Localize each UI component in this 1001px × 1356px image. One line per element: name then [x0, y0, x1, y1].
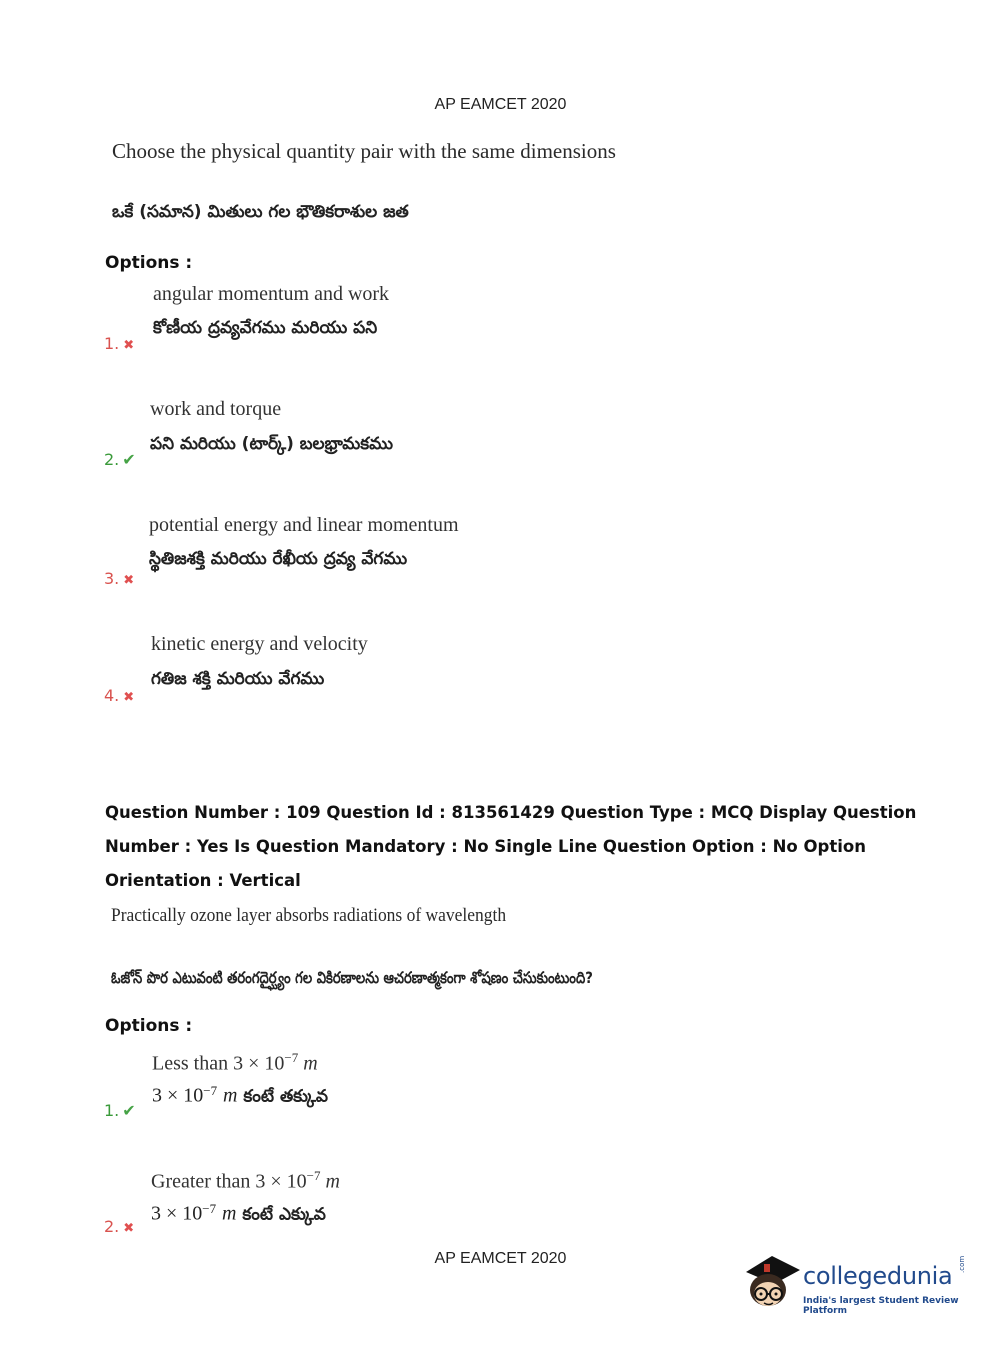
question-1-telugu: ఒకే (సమాన) మితులు గల భౌతికరాశుల జత [112, 202, 409, 222]
question-meta-line-1: Question Number : 109 Question Id : 813561429 Question Type : MCQ Display Question [105, 803, 917, 822]
cross-icon: ✖ [123, 573, 135, 588]
q1-option-4-english: kinetic energy and velocity [151, 633, 368, 655]
q1-option-2-telugu: పని మరియు (టార్క్) బలభ్రామకము [150, 434, 394, 454]
q2-option-2-telugu: $3 \times 10^{-7}$ m కంటే ఎక్కువ [151, 1201, 326, 1225]
q1-option-4-telugu: గతిజ శక్తి మరియు వేగము [151, 669, 325, 689]
checkmark-icon: ✔ [122, 450, 136, 469]
cross-icon: ✖ [123, 690, 135, 705]
q1-option-4-number: 4. ✖ [104, 686, 135, 705]
checkmark-icon: ✔ [122, 1101, 136, 1120]
q2-option-1-telugu: $3 \times 10^{-7}$ m కంటే తక్కువ [152, 1083, 328, 1107]
cross-icon: ✖ [123, 338, 135, 353]
options-label-2: Options : [105, 1016, 193, 1036]
logo-wordmark: collegedunia [803, 1262, 953, 1290]
q1-option-1-telugu: కోణీయ ద్రవ్యవేగము మరియు పని [153, 318, 378, 338]
q1-option-3-number: 3. ✖ [104, 569, 135, 588]
q1-option-2-number: 2. ✔ [104, 450, 136, 469]
q2-option-1-english: Less than $3 \times 10^{-7}$ m [152, 1050, 318, 1075]
q2-option-2-number: 2. ✖ [104, 1217, 135, 1236]
question-2-english: Practically ozone layer absorbs radiations of wavelength [111, 905, 507, 926]
question-1-english: Choose the physical quantity pair with the same dimensions [112, 139, 616, 163]
q1-option-2-english: work and torque [150, 398, 282, 420]
page-header: AP EAMCET 2020 [434, 96, 567, 113]
q2-option-2-english: Greater than $3 \times 10^{-7}$ m [151, 1168, 340, 1193]
q1-option-3-english: potential energy and linear momentum [149, 514, 459, 536]
logo-domain: .com [958, 1255, 966, 1273]
question-2-telugu: ఓజోన్ పొర ఎటువంటి తరంగదైర్ఘ్యం గల వికిరణాలను ఆచరణాత్మకంగా శోషణం చేసుకుంటుంది? [111, 968, 593, 987]
page-footer: AP EAMCET 2020 [434, 1250, 567, 1267]
q1-option-1-number: 1. ✖ [104, 334, 135, 353]
q1-option-1-english: angular momentum and work [153, 283, 390, 305]
logo-tagline: India's largest Student Review Platform [803, 1296, 959, 1316]
cross-icon: ✖ [123, 1221, 135, 1236]
question-meta-line-2: Number : Yes Is Question Mandatory : No Single Line Question Option : No Option [105, 837, 866, 856]
options-label-1: Options : [105, 253, 193, 273]
question-meta-line-3: Orientation : Vertical [105, 871, 301, 890]
q1-option-3-telugu: స్థితిజశక్తి మరియు రేఖీయ ద్రవ్య వేగము [149, 549, 408, 569]
q2-option-1-number: 1. ✔ [104, 1101, 136, 1120]
